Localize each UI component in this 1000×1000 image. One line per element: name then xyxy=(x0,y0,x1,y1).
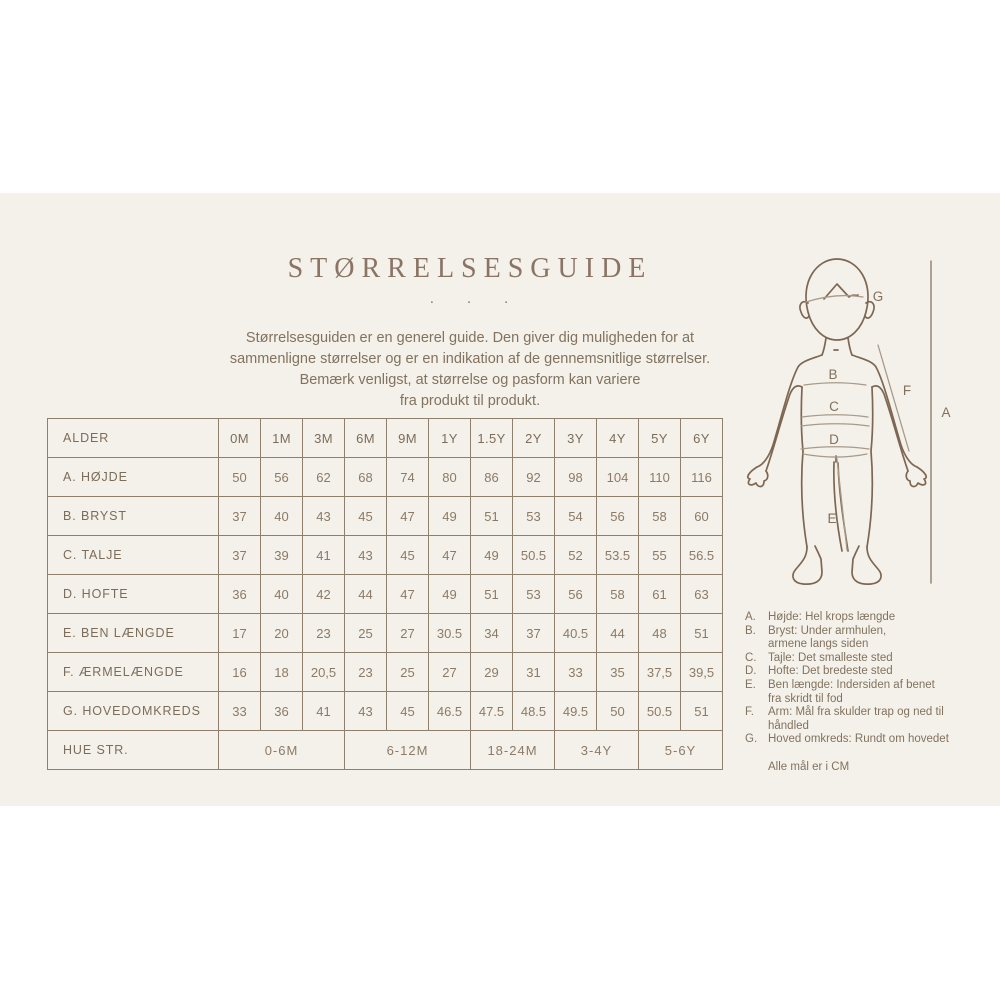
size-value-cell: 74 xyxy=(387,458,429,497)
column-header: 1.5Y xyxy=(471,419,513,458)
size-value-cell: 55 xyxy=(639,536,681,575)
legend-text-line: håndled xyxy=(768,719,809,732)
measurement-legend xyxy=(745,611,970,773)
row-label: A. HØJDE xyxy=(48,458,219,497)
legend-item xyxy=(745,679,970,706)
legend-letter: B. xyxy=(745,624,756,637)
size-value-cell: 53 xyxy=(513,575,555,614)
size-value-cell: 68 xyxy=(345,458,387,497)
head-measure-line xyxy=(806,296,863,302)
size-value-cell: 54 xyxy=(555,497,597,536)
size-value-cell: 40 xyxy=(261,497,303,536)
size-value-cell: 25 xyxy=(345,614,387,653)
row-label: HUE STR. xyxy=(48,731,219,770)
legend-item xyxy=(745,652,970,666)
size-value-cell: 51 xyxy=(471,575,513,614)
size-value-cell: 50 xyxy=(597,692,639,731)
size-value-cell: 36 xyxy=(261,692,303,731)
size-value-cell: 48 xyxy=(639,614,681,653)
size-value-cell: 36 xyxy=(219,575,261,614)
row-label: F. ÆRMELÆNGDE xyxy=(48,653,219,692)
size-value-cell: 62 xyxy=(303,458,345,497)
waist-measure-line xyxy=(802,415,868,417)
size-value-cell: 86 xyxy=(471,458,513,497)
size-value-cell: 104 xyxy=(597,458,639,497)
arm-measure-line xyxy=(878,345,912,451)
size-table xyxy=(47,418,723,770)
legend-item xyxy=(745,733,970,747)
row-label: G. HOVEDOMKREDS xyxy=(48,692,219,731)
column-header: 0M xyxy=(219,419,261,458)
legend-text xyxy=(768,665,970,679)
legend-text xyxy=(768,733,970,747)
column-header: 3Y xyxy=(555,419,597,458)
legend-text-line: Højde: Hel krops længde xyxy=(768,611,896,623)
size-value-cell: 37 xyxy=(513,614,555,653)
size-value-cell: 98 xyxy=(555,458,597,497)
size-value-cell: 49 xyxy=(429,497,471,536)
legend-text-line: Tajle: Det smalleste sted xyxy=(768,651,893,664)
label-d: D xyxy=(829,432,839,447)
size-value-cell: 56 xyxy=(597,497,639,536)
size-value-cell: 25 xyxy=(387,653,429,692)
size-value-cell: 92 xyxy=(513,458,555,497)
size-value-cell: 53 xyxy=(513,497,555,536)
size-value-cell: 56 xyxy=(261,458,303,497)
size-value-cell: 45 xyxy=(387,536,429,575)
legend-item xyxy=(745,665,970,679)
hat-size-group-cell: 6-12M xyxy=(345,731,471,770)
legend-text xyxy=(768,679,970,706)
size-value-cell: 30.5 xyxy=(429,614,471,653)
size-value-cell: 33 xyxy=(555,653,597,692)
label-b: B xyxy=(828,367,838,382)
size-value-cell: 58 xyxy=(639,497,681,536)
size-value-cell: 47 xyxy=(387,497,429,536)
table-header-row xyxy=(48,419,723,458)
size-value-cell: 53.5 xyxy=(597,536,639,575)
column-header: 1M xyxy=(261,419,303,458)
legend-letter: E. xyxy=(745,678,756,691)
size-value-cell: 23 xyxy=(303,614,345,653)
table-row xyxy=(48,497,723,536)
size-value-cell: 47 xyxy=(429,536,471,575)
page-title: STØRRELSESGUIDE xyxy=(287,253,653,284)
size-value-cell: 44 xyxy=(345,575,387,614)
size-value-cell: 39,5 xyxy=(681,653,723,692)
legend-text-line: Hofte: Det bredeste sted xyxy=(768,665,893,678)
column-header: 6M xyxy=(345,419,387,458)
size-value-cell: 34 xyxy=(471,614,513,653)
size-value-cell: 23 xyxy=(345,653,387,692)
column-header: 2Y xyxy=(513,419,555,458)
size-value-cell: 43 xyxy=(345,692,387,731)
size-value-cell: 18 xyxy=(261,653,303,692)
row-label: D. HOFTE xyxy=(48,575,219,614)
legend-text-line: Hoved omkreds: Rundt om hovedet xyxy=(768,733,949,746)
table-row xyxy=(48,692,723,731)
title-divider-dots: · · · xyxy=(429,293,523,310)
size-value-cell: 33 xyxy=(219,692,261,731)
size-value-cell: 60 xyxy=(681,497,723,536)
table-row xyxy=(48,653,723,692)
column-header: 1Y xyxy=(429,419,471,458)
size-value-cell: 45 xyxy=(345,497,387,536)
size-value-cell: 40 xyxy=(261,575,303,614)
legend-item xyxy=(745,611,970,625)
size-value-cell: 43 xyxy=(345,536,387,575)
size-value-cell: 43 xyxy=(303,497,345,536)
size-value-cell: 44 xyxy=(597,614,639,653)
label-c: C xyxy=(829,399,839,414)
table-row xyxy=(48,536,723,575)
size-value-cell: 16 xyxy=(219,653,261,692)
row-label: B. BRYST xyxy=(48,497,219,536)
size-value-cell: 47 xyxy=(387,575,429,614)
child-figure xyxy=(745,245,975,610)
legend-letter: F. xyxy=(745,706,754,719)
legend-text-line: Arm: Mål fra skulder trap og ned til xyxy=(768,706,944,719)
size-value-cell: 80 xyxy=(429,458,471,497)
size-value-cell: 41 xyxy=(303,536,345,575)
legend-letter: D. xyxy=(745,665,757,678)
table-row xyxy=(48,614,723,653)
size-value-cell: 37 xyxy=(219,497,261,536)
size-value-cell: 110 xyxy=(639,458,681,497)
legend-text xyxy=(768,611,970,625)
size-value-cell: 63 xyxy=(681,575,723,614)
legend-note: Alle mål er i CM xyxy=(768,760,850,773)
size-value-cell: 49 xyxy=(471,536,513,575)
intro-line: fra produkt til produkt. xyxy=(399,393,541,409)
size-value-cell: 46.5 xyxy=(429,692,471,731)
size-value-cell: 56.5 xyxy=(681,536,723,575)
leg-measure-line xyxy=(837,459,847,550)
label-e: E xyxy=(827,511,837,526)
size-value-cell: 50.5 xyxy=(513,536,555,575)
column-header: 5Y xyxy=(639,419,681,458)
legend-text xyxy=(768,652,970,666)
label-f: F xyxy=(902,383,912,398)
legend-text xyxy=(768,625,970,652)
hat-size-group-cell: 5-6Y xyxy=(639,731,723,770)
size-value-cell: 49 xyxy=(429,575,471,614)
size-value-cell: 48.5 xyxy=(513,692,555,731)
legend-text-line: armene langs siden xyxy=(768,638,869,651)
column-header: 9M xyxy=(387,419,429,458)
hat-size-row xyxy=(48,731,723,770)
intro-line: Størrelsesguiden er en generel guide. Den giver dig muligheden for at xyxy=(245,330,695,346)
label-g: G xyxy=(872,289,884,304)
hat-size-group-cell: 3-4Y xyxy=(555,731,639,770)
size-value-cell: 58 xyxy=(597,575,639,614)
size-value-cell: 20,5 xyxy=(303,653,345,692)
legend-text-line: Ben længde: Indersiden af benet xyxy=(768,678,935,691)
size-value-cell: 52 xyxy=(555,536,597,575)
column-header: 4Y xyxy=(597,419,639,458)
size-value-cell: 50 xyxy=(219,458,261,497)
chest-measure-line xyxy=(804,383,866,385)
size-value-cell: 49.5 xyxy=(555,692,597,731)
size-value-cell: 45 xyxy=(387,692,429,731)
table-row xyxy=(48,458,723,497)
legend-letter: A. xyxy=(745,611,756,623)
size-value-cell: 51 xyxy=(681,614,723,653)
row-label: C. TALJE xyxy=(48,536,219,575)
size-value-cell: 51 xyxy=(471,497,513,536)
size-value-cell: 40.5 xyxy=(555,614,597,653)
size-value-cell: 20 xyxy=(261,614,303,653)
legend-text-line: Bryst: Under armhulen, xyxy=(768,624,887,637)
intro-line: Bemærk venligst, at størrelse og pasform kan variere xyxy=(299,372,641,388)
size-value-cell: 37 xyxy=(219,536,261,575)
size-value-cell: 47.5 xyxy=(471,692,513,731)
intro-line: sammenligne størrelser og er en indikation af de gennemsnitlige størrelser. xyxy=(229,351,711,367)
size-value-cell: 31 xyxy=(513,653,555,692)
size-value-cell: 35 xyxy=(597,653,639,692)
legend-item xyxy=(745,625,970,652)
label-a: A xyxy=(941,405,951,420)
size-value-cell: 61 xyxy=(639,575,681,614)
size-value-cell: 29 xyxy=(471,653,513,692)
size-value-cell: 27 xyxy=(387,614,429,653)
child-figure-drawing xyxy=(745,245,975,610)
size-value-cell: 42 xyxy=(303,575,345,614)
legend-letter: C. xyxy=(745,651,757,664)
hat-size-group-cell: 0-6M xyxy=(219,731,345,770)
size-value-cell: 56 xyxy=(555,575,597,614)
column-header: 6Y xyxy=(681,419,723,458)
size-value-cell: 27 xyxy=(429,653,471,692)
legend-text xyxy=(768,706,970,733)
legend-item xyxy=(745,706,970,733)
size-value-cell: 41 xyxy=(303,692,345,731)
age-header-label: ALDER xyxy=(48,419,219,458)
size-value-cell: 50.5 xyxy=(639,692,681,731)
column-header: 3M xyxy=(303,419,345,458)
legend-letter: G. xyxy=(745,733,758,746)
hip-measure-line xyxy=(801,447,869,449)
legend-text-line: fra skridt til fod xyxy=(768,692,843,705)
size-value-cell: 39 xyxy=(261,536,303,575)
size-value-cell: 116 xyxy=(681,458,723,497)
size-value-cell: 51 xyxy=(681,692,723,731)
table-row xyxy=(48,575,723,614)
size-value-cell: 37,5 xyxy=(639,653,681,692)
hat-size-group-cell: 18-24M xyxy=(471,731,555,770)
size-value-cell: 17 xyxy=(219,614,261,653)
row-label: E. BEN LÆNGDE xyxy=(48,614,219,653)
